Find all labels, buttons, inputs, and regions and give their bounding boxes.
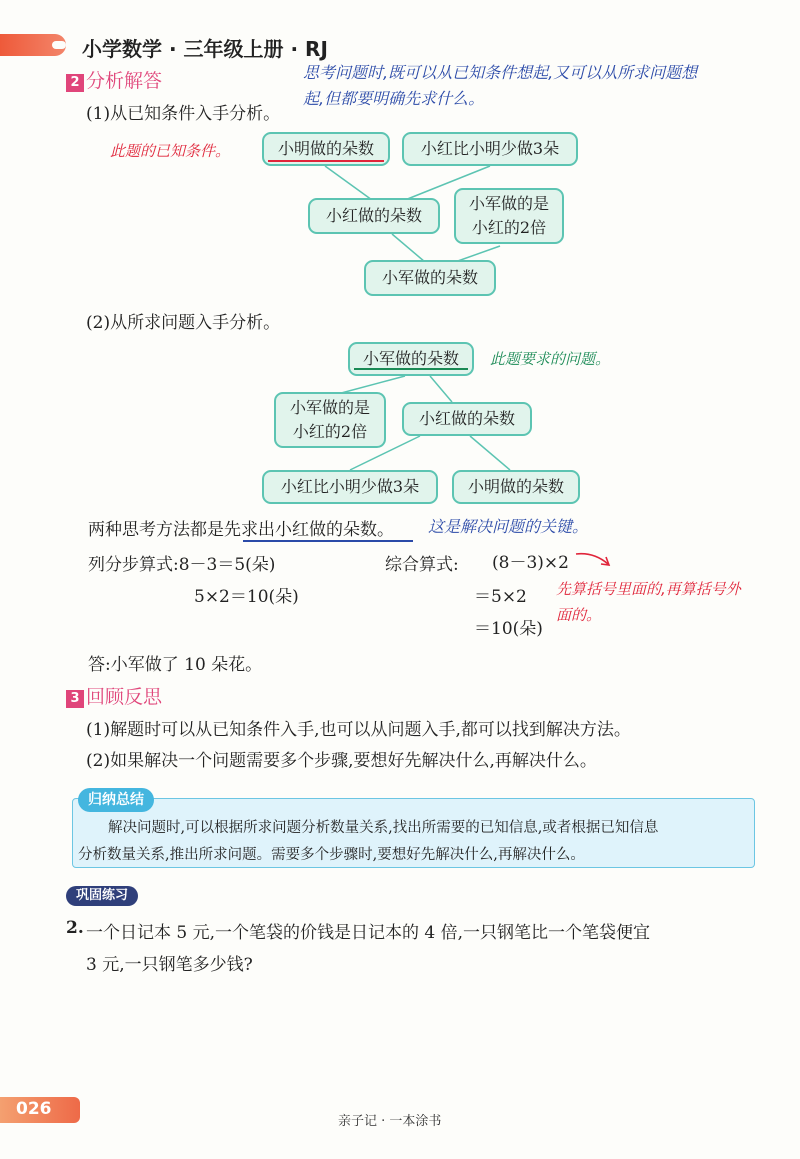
part2-label: (2)从所求问题入手分析。 — [86, 313, 281, 333]
tree2-node-xiaojun: 小军做的朵数 — [348, 342, 474, 376]
tree2-node-line2: 小红的2倍 — [292, 422, 368, 441]
section-number: 2 — [66, 74, 84, 92]
handwritten-note-key: 这是解决问题的关键。 — [428, 517, 589, 536]
handwritten-underline-blue — [243, 540, 413, 542]
handwritten-underline-green — [354, 368, 468, 370]
part1-label: (1)从已知条件入手分析。 — [86, 104, 281, 124]
tree1-node-line1: 小军做的是 — [468, 194, 549, 213]
section-3-heading — [66, 682, 162, 709]
section-title: 分析解答 — [86, 70, 163, 92]
tree1-node-xiaojun-times — [454, 188, 564, 244]
tree2-node-xiaohong: 小红做的朵数 — [402, 402, 532, 436]
arrow-icon — [574, 548, 614, 572]
handwritten-note-brackets-1: 先算括号里面的,再算括号外 — [556, 580, 741, 598]
answer-text: 答:小军做了 10 朵花。 — [88, 655, 263, 675]
both-methods-text: 两种思考方法都是先求出小红做的朵数。 — [88, 520, 394, 540]
question-line-2: 3 元,一只钢笔多少钱? — [86, 955, 253, 975]
tree1-node-xiaohong-less: 小红比小明少做3朵 — [402, 132, 578, 166]
summary-line-1: 解决问题时,可以根据所求问题分析数量关系,找出所需要的已知信息,或者根据已知信息 — [108, 820, 659, 836]
handwritten-note-brackets-2: 面的。 — [556, 606, 602, 624]
summary-tag: 归纳总结 — [78, 788, 154, 812]
tree2-node-line1: 小军做的是 — [289, 398, 370, 417]
tree2-node-xiaoming: 小明做的朵数 — [452, 470, 580, 504]
section-number: 3 — [66, 690, 84, 708]
handwritten-note-top-1: 思考问题时,既可以从已知条件想起,又可以从所求问题想 — [303, 63, 698, 82]
combined-equation-3: ＝10(朵) — [474, 619, 543, 639]
reflection-item-2: (2)如果解决一个问题需要多个步骤,要想好先解决什么,再解决什么。 — [86, 751, 597, 771]
combined-equation-2: ＝5×2 — [474, 587, 527, 607]
step-equation-2: 5×2＝10(朵) — [194, 587, 299, 607]
tree1-node-line2: 小红的2倍 — [471, 218, 547, 237]
page-number: 026 — [16, 1099, 52, 1119]
combined-equation-1: (8－3)×2 — [492, 553, 569, 573]
book-title: 小学数学 · 三年级上册 · RJ — [82, 37, 328, 61]
combined-label: 综合算式: — [385, 555, 459, 575]
practice-tag: 巩固练习 — [66, 886, 138, 906]
section-title: 回顾反思 — [86, 686, 163, 708]
publisher-footer: 亲子记 · 一本涂书 — [338, 1114, 442, 1129]
handwritten-note-top-2: 起,但都要明确先求什么。 — [303, 89, 485, 108]
tree1-node-xiaohong: 小红做的朵数 — [308, 198, 440, 234]
tree2-node-xiaojun-times — [274, 392, 386, 448]
tree2-node-xiaohong-less: 小红比小明少做3朵 — [262, 470, 438, 504]
step-equation-1: 列分步算式:8－3＝5(朵) — [88, 555, 276, 575]
summary-line-2: 分析数量关系,推出所求问题。需要多个步骤时,要想好先解决什么,再解决什么。 — [78, 847, 585, 863]
reflection-item-1: (1)解题时可以从已知条件入手,也可以从问题入手,都可以找到解决方法。 — [86, 720, 631, 740]
tree1-node-xiaoming: 小明做的朵数 — [262, 132, 390, 166]
handwritten-underline — [268, 160, 384, 162]
handwritten-note-known: 此题的已知条件。 — [110, 142, 231, 160]
tree1-node-xiaojun: 小军做的朵数 — [364, 260, 496, 296]
handwritten-note-question: 此题要求的问题。 — [490, 350, 611, 368]
question-number: 2. — [66, 918, 84, 938]
question-line-1: 一个日记本 5 元,一个笔袋的价钱是日记本的 4 倍,一只钢笔比一个笔袋便宜 — [86, 923, 651, 943]
